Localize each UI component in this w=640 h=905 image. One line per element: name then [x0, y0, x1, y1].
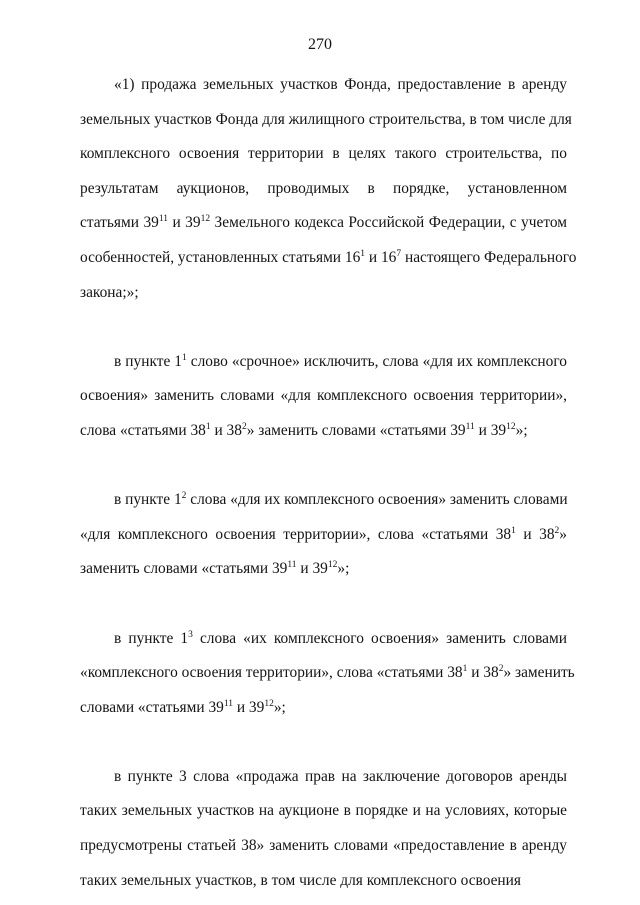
text-segment: »; [273, 698, 286, 716]
text-segment: и 38 [515, 525, 555, 543]
text-segment: и 16 [365, 248, 397, 266]
superscript: 3 [188, 629, 193, 640]
text-segment: таких земельных участков на аукционе в порядке и на условиях, которые [80, 802, 567, 820]
text-segment: «комплексного освоения территории», слова «статьями 38 [80, 664, 463, 682]
paragraph-p3 [80, 449, 567, 587]
text-segment: » [559, 525, 567, 543]
paragraph-spacing [80, 725, 567, 760]
document-body [80, 68, 577, 898]
text-line [80, 483, 567, 518]
text-segment: земельных участков Фонда для жилищного строительства, в том числе для [80, 110, 572, 128]
paragraph-p1 [80, 68, 577, 310]
superscript: 2 [241, 421, 247, 432]
superscript: 1 [182, 352, 187, 363]
text-segment: и 39 [296, 560, 328, 578]
text-segment: таких земельных участков, в том числе для комплексного освоения [80, 871, 521, 889]
superscript: 11 [465, 421, 475, 432]
text-segment: слова «для их комплексного освоения» заменить словами [186, 491, 568, 509]
text-segment: и 39 [233, 698, 265, 716]
text-line [80, 552, 567, 587]
text-segment: особенностей, установленных статьями 16 [80, 248, 361, 266]
text-segment: » заменить [503, 664, 575, 682]
text-line [80, 379, 567, 414]
text-line [80, 172, 567, 207]
paragraph-p2 [80, 310, 567, 448]
text-line [80, 829, 567, 864]
text-line [80, 691, 567, 726]
superscript: 12 [327, 560, 338, 571]
paragraph-p5 [80, 725, 567, 898]
text-line [80, 656, 575, 691]
text-segment: «для комплексного освоения территории», слова «статьями 38 [80, 525, 512, 543]
superscript: 2 [498, 664, 504, 675]
text-segment: и 38 [210, 421, 242, 439]
superscript: 7 [396, 248, 402, 259]
text-line [80, 206, 567, 241]
text-line [80, 760, 567, 795]
text-segment: «1) продажа земельных участков Фонда, предоставление в аренду [114, 76, 567, 93]
text-segment: Земельного кодекса Российской Федерации, с учетом [210, 214, 567, 232]
text-line [80, 622, 567, 657]
text-line [80, 414, 567, 449]
text-line [80, 103, 572, 138]
text-segment: »; [515, 421, 528, 439]
text-line [80, 276, 567, 311]
text-segment: и 39 [474, 421, 507, 439]
text-line [80, 794, 567, 829]
text-segment: комплексного освоения территории в целях такого строительства, по [80, 145, 567, 163]
text-segment: предусмотрены статьей 38» заменить словами «предоставление в аренду [80, 837, 567, 855]
text-segment: заменить словами «статьями 39 [80, 560, 288, 578]
text-segment: в пункте 1 [114, 629, 189, 647]
text-segment: освоения» заменить словами «для комплексного освоения территории», [80, 387, 567, 405]
paragraph-spacing [80, 310, 567, 345]
superscript: 12 [506, 421, 516, 432]
text-segment: в пункте 1 [114, 491, 182, 509]
text-segment: слово «срочное» исключить, слова «для их комплексного [186, 352, 567, 370]
page-number: 270 [308, 36, 332, 53]
superscript: 1 [360, 248, 366, 259]
superscript: 1 [511, 525, 516, 536]
paragraph-spacing [80, 449, 567, 484]
superscript: 11 [223, 698, 233, 709]
superscript: 2 [181, 491, 187, 502]
text-segment: слова «статьями 38 [80, 421, 206, 439]
text-segment: в пункте 1 [114, 352, 183, 370]
paragraph-spacing [80, 587, 567, 622]
text-segment: и 38 [467, 664, 499, 682]
text-line [80, 345, 567, 380]
text-segment: » заменить словами «статьями 39 [246, 421, 466, 439]
text-line [80, 137, 567, 172]
text-segment: словами «статьями 39 [80, 698, 224, 716]
text-line [80, 241, 577, 276]
superscript: 12 [200, 214, 211, 225]
text-segment: закона;»; [80, 283, 139, 301]
superscript: 1 [205, 421, 211, 432]
superscript: 2 [554, 525, 560, 536]
text-segment: »; [337, 560, 350, 578]
text-segment: и 39 [168, 214, 201, 232]
text-segment: статьями 39 [80, 214, 159, 232]
superscript: 11 [287, 560, 297, 571]
text-segment: слова «их комплексного освоения» заменить словами [192, 629, 567, 647]
text-segment: настоящего Федерального [401, 248, 577, 266]
paragraph-p4 [80, 587, 575, 725]
superscript: 11 [158, 214, 168, 225]
superscript: 1 [462, 664, 468, 675]
superscript: 12 [264, 698, 274, 709]
text-line [80, 864, 567, 899]
text-segment: результатам аукционов, проводимых в порядке, установленном [80, 179, 567, 197]
text-segment: в пункте 3 слова «продажа прав на заключение договоров аренды [114, 767, 567, 785]
text-line [80, 518, 567, 553]
text-line [80, 68, 567, 103]
